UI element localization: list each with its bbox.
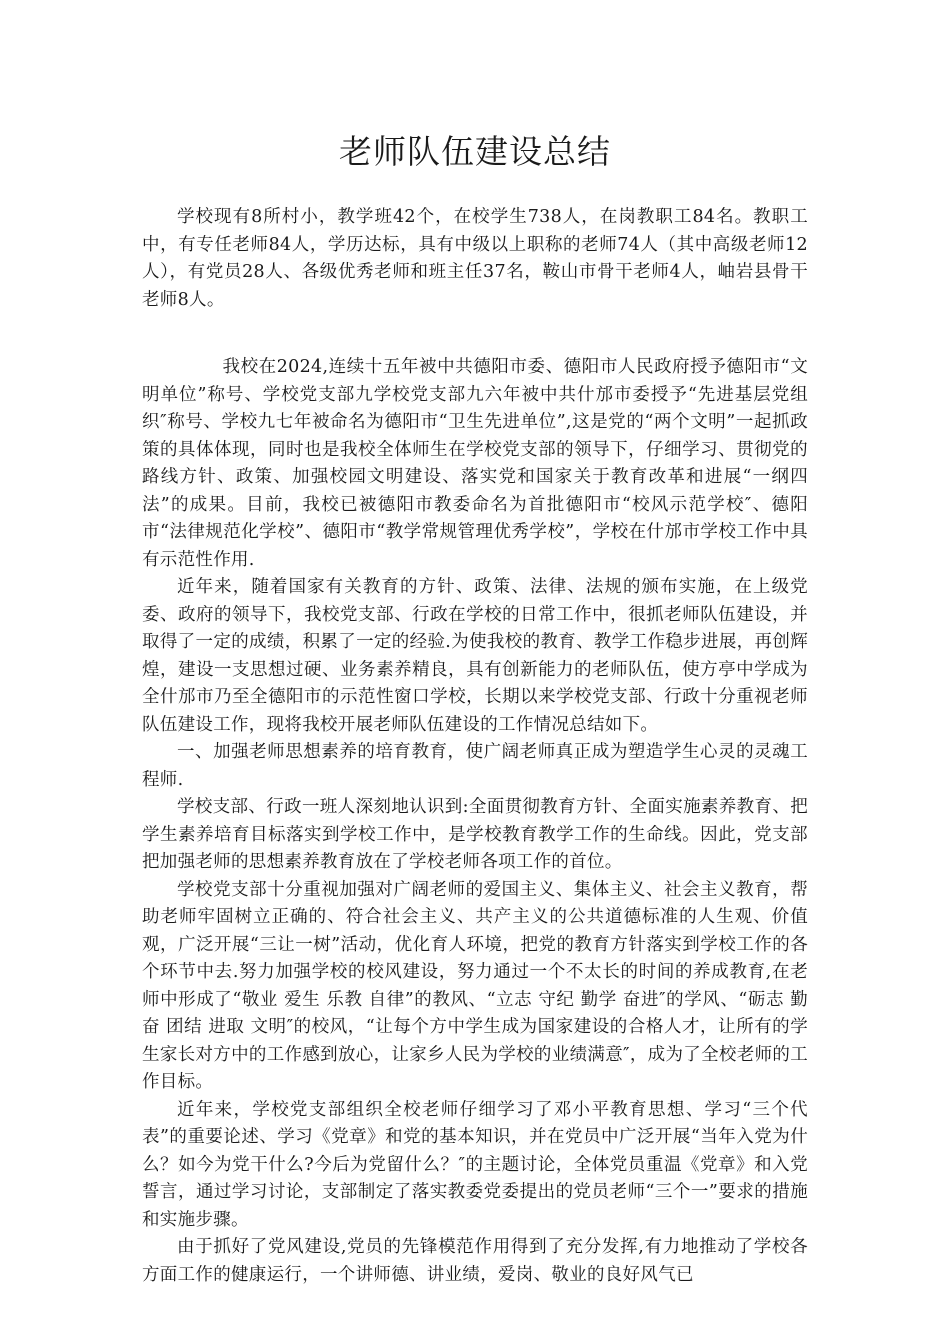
paragraph-honors: 我校在2024,连续十五年被中共德阳市委、德阳市人民政府授予德阳市“文明单位”称号、学校党支部九学校党支部九六年被中共什邡市委授予“先进基层党组织″称号、学校九七年被命名为德阳市“卫生先进单位”,这是党的“两个文明”一起抓政策的具体体现，同时也是我校全体师生在学校党支部的领导下，仔细学习、贯彻党的路线方针、政策、加强校园文明建设、落实党和国家关于教育改革和进展“一纲四法”的成果。目前，我校已被德阳市教委命名为首批德阳市“校风示范学校″、德阳市“法律规范化学校”、德阳市“教学常规管理优秀学校”，学校在什邡市学校工作中具有示范性作用.: [142, 357, 808, 570]
paragraph-recent-years: 近年来，随着国家有关教育的方针、政策、法律、法规的颁布实施，在上级党委、政府的领导下，我校党支部、行政在学校的日常工作中，很抓老师队伍建设，并取得了一定的成绩，积累了一定的经验.为使我校的教育、教学工作稳步进展，再创辉煌，建设一支思想过硬、业务素养精良，具有创新能力的老师队伍，使方亭中学成为全什邡市乃至全德阳市的示范性窗口学校，长期以来学校党支部、行政十分重视老师队伍建设工作，现将我校开展老师队伍建设的工作情况总结如下。: [142, 577, 808, 735]
paragraph-study: 近年来，学校党支部组织全校老师仔细学习了邓小平教育思想、学习“三个代表”的重要论述、学习《党章》和党的基本知识，并在党员中广泛开展“当年入党为什么？如今为党干什么?今后为党留什么？″的主题讨论，全体党员重温《党章》和入党誓言，通过学习讨论，支部制定了落实教委党委提出的党员老师“三个一”要求的措施和实施步骤。: [142, 1099, 808, 1230]
paragraph-school-overview: 学校现有8所村小，教学班42个，在校学生738人，在岗教职工84名。教职工中，有专任老师84人，学历达标，具有中级以上职称的老师74人（其中高级老师12人），有党员28人、各级优秀老师和班主任37名，鞍山市骨干老师4人，岫岩县骨干老师8人。: [142, 207, 808, 310]
document-page: [142, 0, 808, 1289]
section-heading-1: 一、加强老师思想素养的培育教育，使广阔老师真正成为塑造学生心灵的灵魂工程师.: [142, 742, 808, 790]
paragraph-party-style: 由于抓好了党风建设,党员的先锋模范作用得到了充分发挥,有力地推动了学校各方面工作的健康运行，一个讲师德、讲业绩，爱岗、敬业的良好风气已: [142, 1237, 808, 1285]
paragraph-party-branch: 学校党支部十分重视加强对广阔老师的爱国主义、集体主义、社会主义教育，帮助老师牢固树立正确的、符合社会主义、共产主义的公共道德标准的人生观、价值观，广泛开展“三让一树”活动，优化育人环境，把党的教育方针落实到学校工作的各个环节中去.努力加强学校的校风建设，努力通过一个不太长的时间的养成教育,在老师中形成了“敬业 爱生 乐教 自律”的教风、“立志 守纪 勤学 奋进″的学风、“砺志 勤奋 团结 进取 文明″的校风，“让每个方中学生成为国家建设的合格人才，让所有的学生家长对方中的工作感到放心，让家乡人民为学校的业绩满意″，成为了全校老师的工作目标。: [142, 879, 808, 1092]
paragraph-leadership: 学校支部、行政一班人深刻地认识到:全面贯彻教育方针、全面实施素养教育、把学生素养培育目标落实到学校工作中，是学校教育教学工作的生命线。因此，党支部把加强老师的思想素养教育放在了学校老师各项工作的首位。: [142, 797, 808, 872]
document-title: 老师队伍建设总结: [339, 132, 611, 171]
